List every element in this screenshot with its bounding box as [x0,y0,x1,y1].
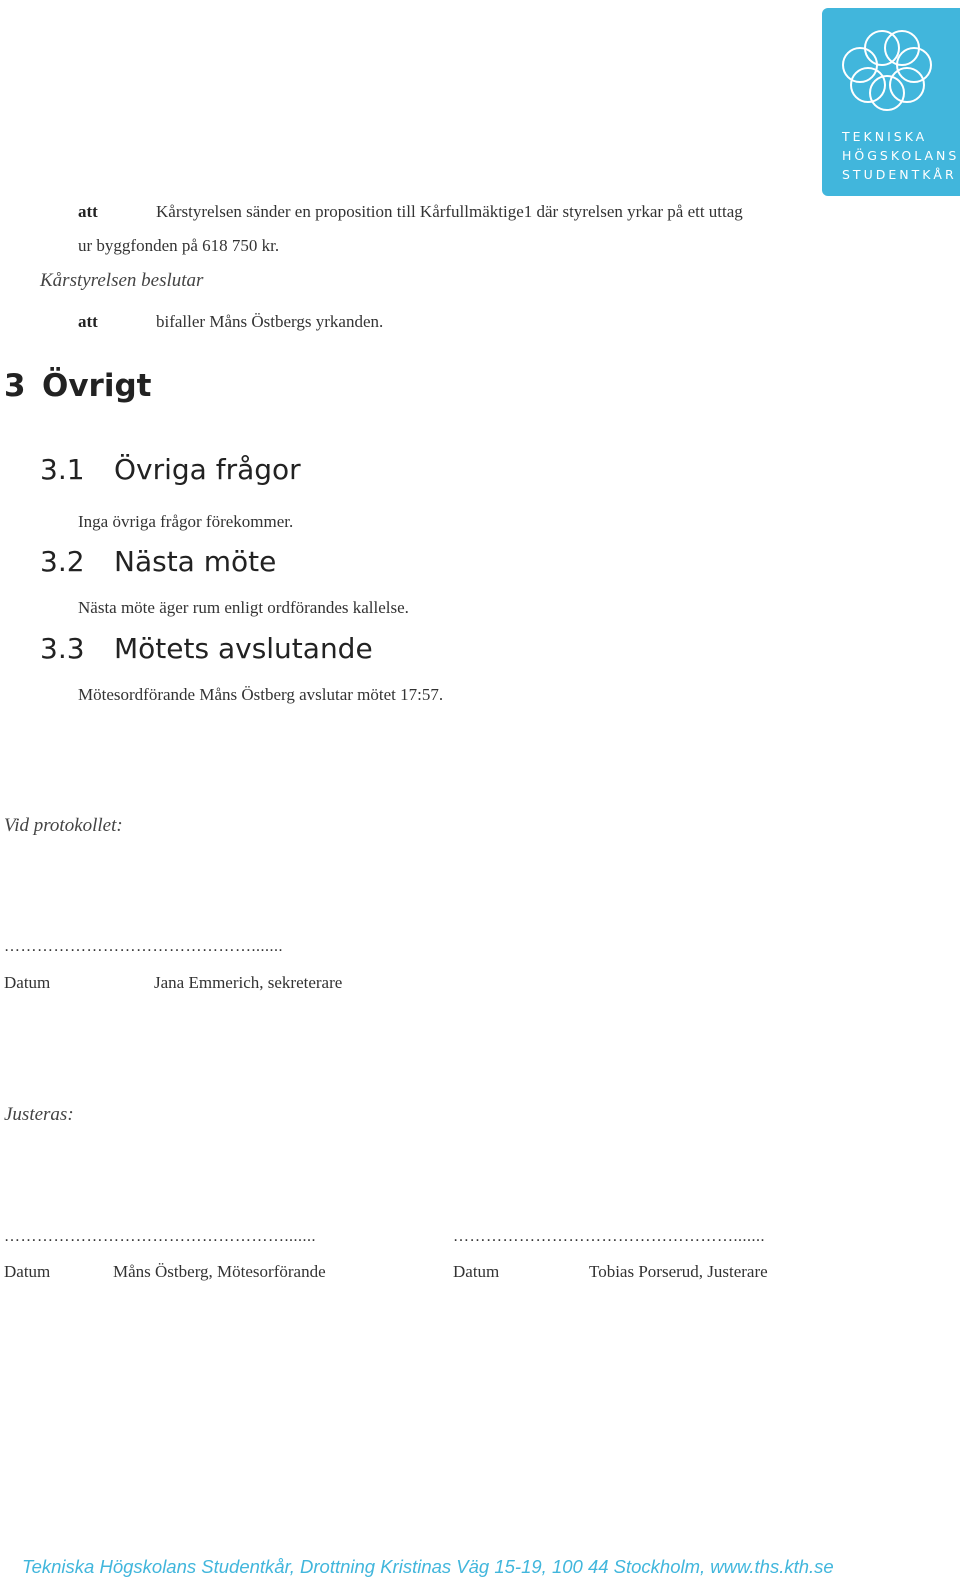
subsection-3-3-title: Mötets avslutande [114,632,373,665]
decision-text: bifaller Måns Östbergs yrkanden. [156,312,384,331]
adjust-right-signer-name: Tobias Porserud, Justerare [589,1262,768,1281]
adjust-left-date-label: Datum [4,1262,51,1281]
adjust-left-signature-line: ……………………………………………....... [4,1228,316,1245]
motion-att-label: att [78,202,98,221]
logo-line-3: STUDENTKÅR [842,167,957,182]
logo-line-1: TEKNISKA [842,129,928,144]
adjust-right-date-label: Datum [453,1262,500,1281]
decision-att-label: att [78,312,98,331]
subsection-3-2-title: Nästa möte [114,545,277,578]
adjust-left-signer-name: Måns Östberg, Mötesorförande [113,1262,326,1281]
subsection-3-1-title: Övriga frågor [114,453,301,486]
protocol-heading: Vid protokollet: [4,815,123,836]
protocol-signer-name: Jana Emmerich, sekreterare [154,973,343,992]
adjust-heading: Justeras: [4,1104,74,1125]
decision-heading: Kårstyrelsen beslutar [40,270,204,291]
interlocking-rings-icon [822,8,960,128]
section-title: Övrigt [42,368,152,404]
subsection-3-1-text: Inga övriga frågor förekommer. [78,512,294,531]
subsection-3-2-text: Nästa möte äger rum enligt ordförandes kallelse. [78,598,409,617]
subsection-3-3-text: Mötesordförande Måns Östberg avslutar mötet 17:57. [78,685,444,704]
motion-text-line-1: Kårstyrelsen sänder en proposition till Kårfullmäktige1 där styrelsen yrkar på ett uttag [156,202,743,221]
footer-address: Tekniska Högskolans Studentkår, Drottning Kristinas Väg 15-19, 100 44 Stockholm, www.ths.kth.se [22,1556,834,1577]
adjust-right-signature-line: ……………………………………………....... [453,1228,765,1245]
motion-text-line-2: ur byggfonden på 618 750 kr. [78,236,280,255]
ths-logo [822,8,960,196]
subsection-3-1-number: 3.1 [40,453,85,486]
protocol-date-label: Datum [4,973,51,992]
logo-line-2: HÖGSKOLANS [842,148,960,163]
section-number: 3 [4,368,26,404]
subsection-3-3-number: 3.3 [40,632,85,665]
protocol-signature-line: ………………………………………....... [4,938,283,955]
subsection-3-2-number: 3.2 [40,545,85,578]
